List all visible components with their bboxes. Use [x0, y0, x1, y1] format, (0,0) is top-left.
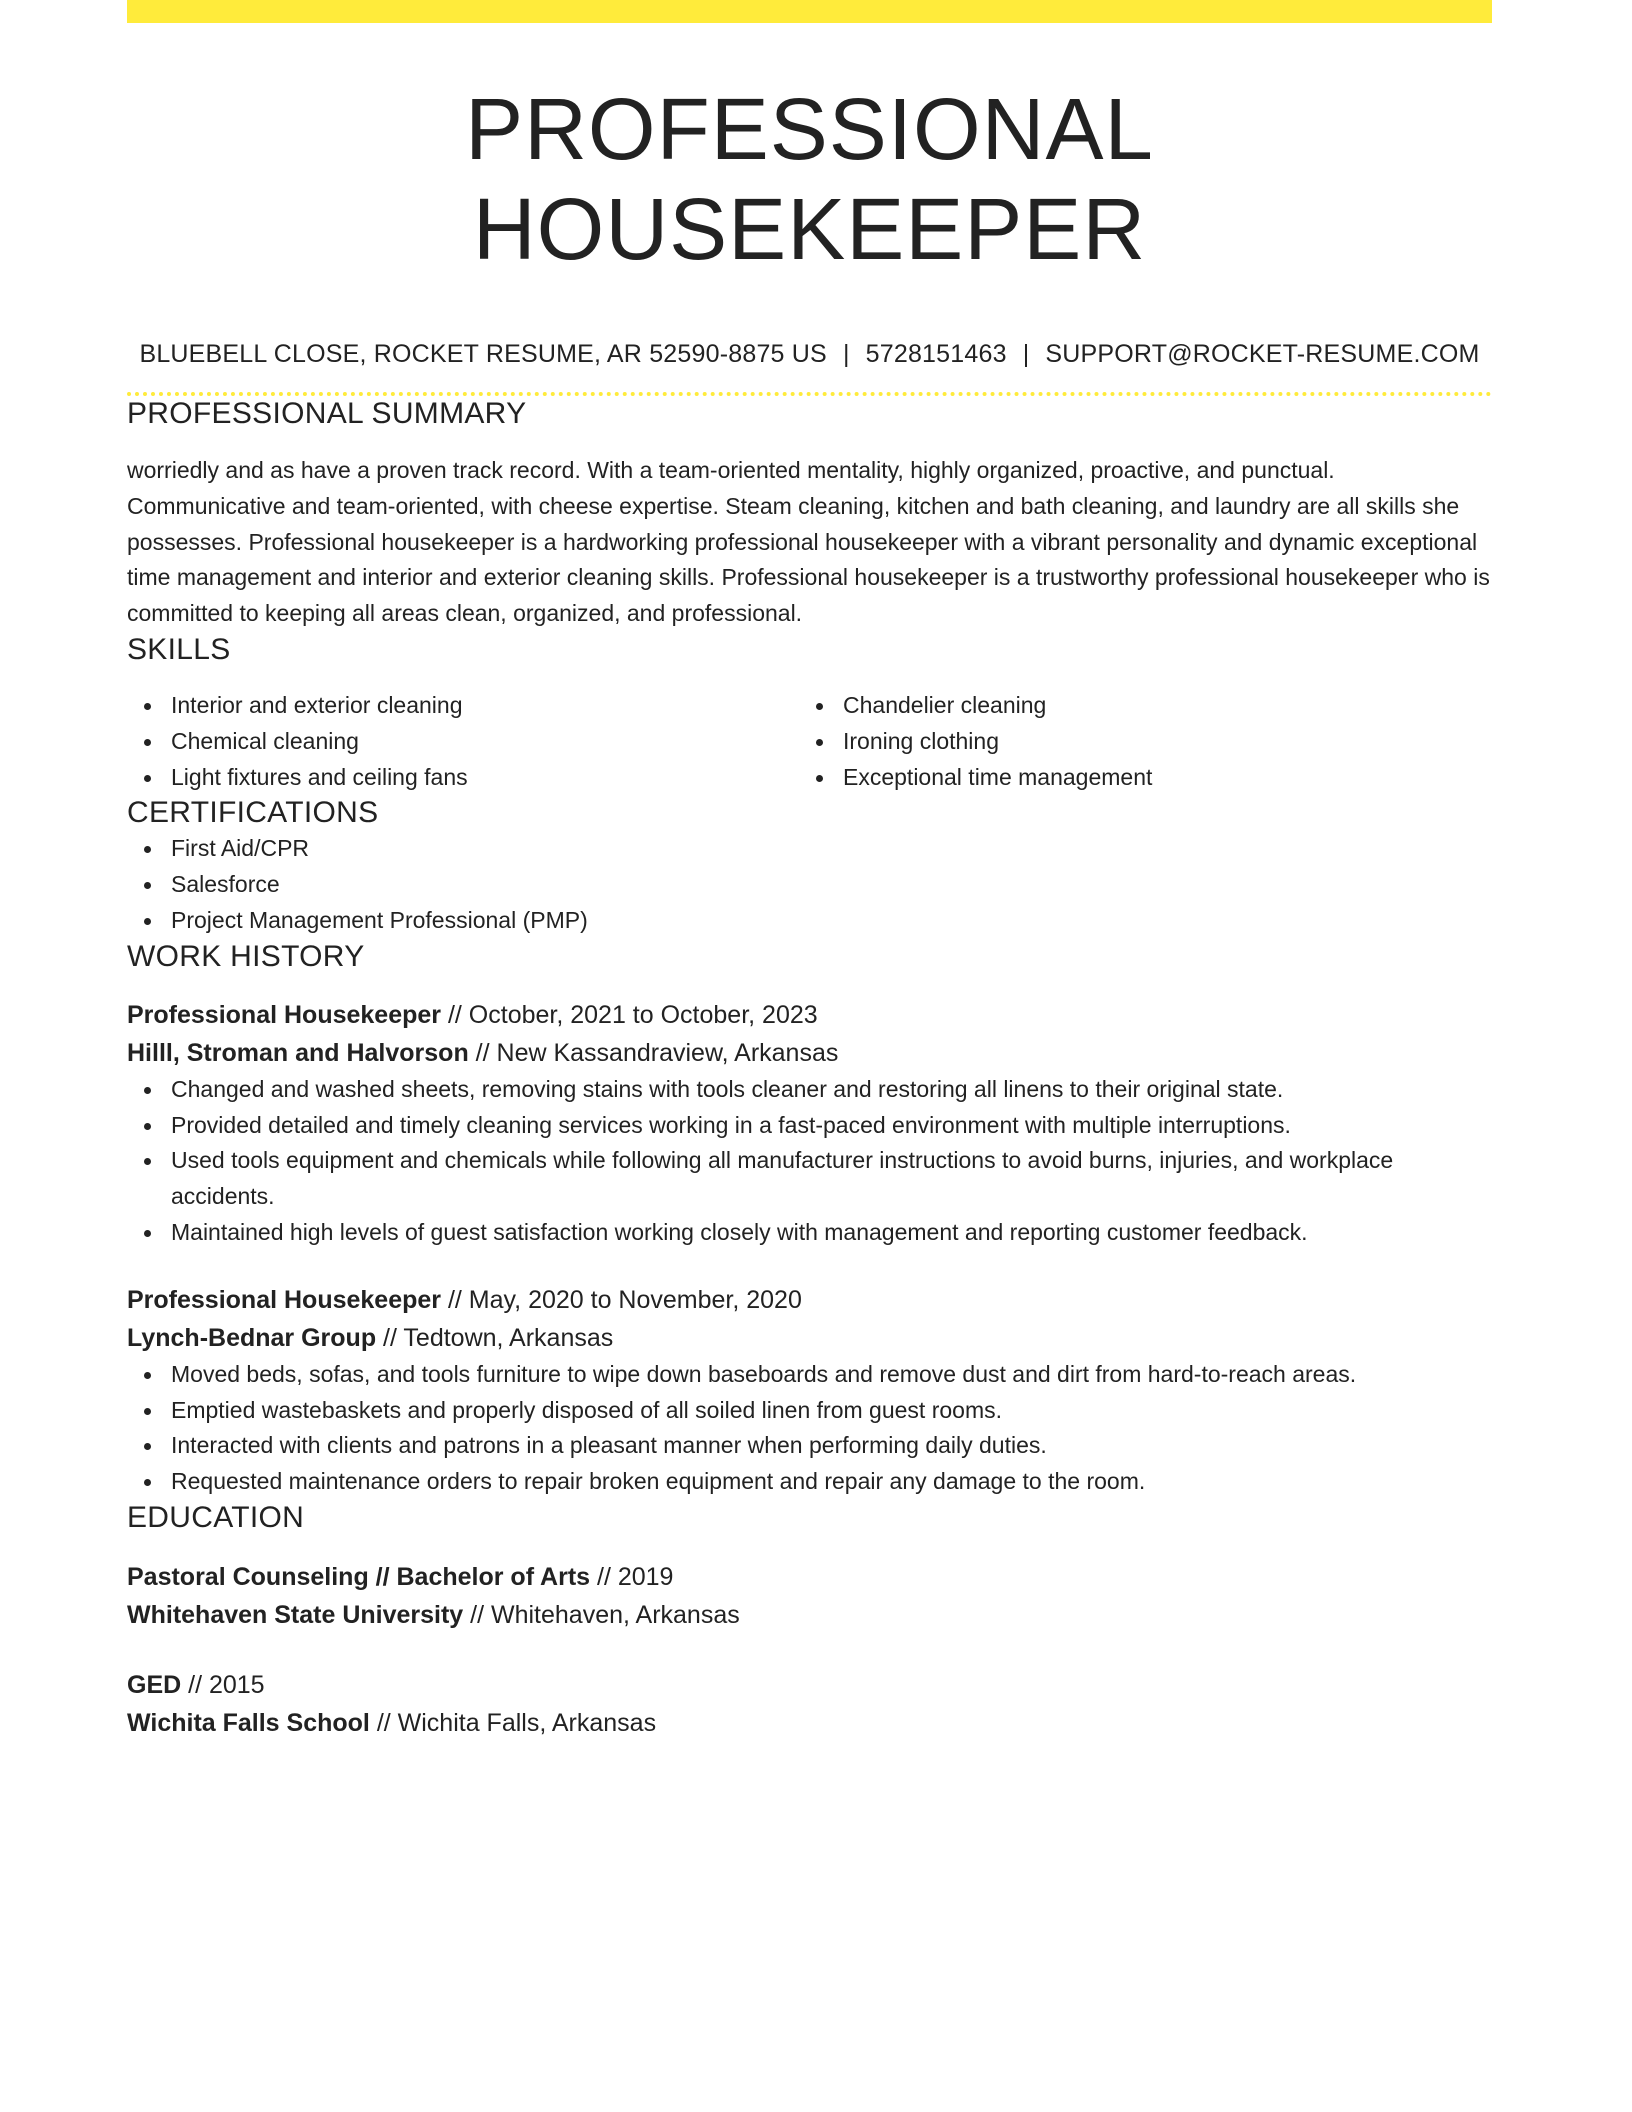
skills-list-right [799, 688, 1471, 795]
bullet-dot [144, 882, 151, 889]
job-duty-text: Changed and washed sheets, removing stains with tools cleaner and restoring all linens to their original state. [171, 1075, 1284, 1102]
job-location: // New Kassandraview, Arkansas [468, 1038, 839, 1067]
education-school: Whitehaven State University [127, 1600, 464, 1629]
skill-item [799, 724, 1471, 760]
bullet-dot [144, 1123, 151, 1130]
bullet-dot [144, 1087, 151, 1094]
job-role-line [127, 996, 1492, 1034]
job-duty-item [127, 1215, 1492, 1251]
education-degree: GED [127, 1670, 182, 1699]
contact-address: BLUEBELL CLOSE, ROCKET RESUME, AR 52590-8875 US [139, 340, 827, 368]
education-heading: EDUCATION [127, 1500, 305, 1534]
job-header [127, 1281, 1492, 1357]
bullet-dot [144, 1158, 151, 1165]
job-location: // Tedtown, Arkansas [376, 1323, 614, 1352]
resume-name: PROFESSIONAL HOUSEKEEPER [465, 81, 1154, 278]
job-duties-list [127, 1072, 1492, 1251]
skill-text: Exceptional time management [843, 763, 1153, 790]
skill-item [799, 760, 1471, 796]
job-role: Professional Housekeeper [127, 1285, 442, 1314]
skill-item [127, 688, 799, 724]
bullet-dot [144, 703, 151, 710]
skill-text: Interior and exterior cleaning [171, 691, 463, 718]
education-year: // 2015 [181, 1670, 265, 1699]
education-degree: Pastoral Counseling // Bachelor of Arts [127, 1562, 591, 1591]
skill-text: Light fixtures and ceiling fans [171, 763, 468, 790]
certification-item [127, 867, 1492, 903]
education-degree-line [127, 1558, 1492, 1596]
job-duty-text: Interacted with clients and patrons in a pleasant manner when performing daily duties. [171, 1432, 1047, 1459]
job-duty-item [127, 1072, 1492, 1108]
job-duty-item [127, 1393, 1492, 1429]
job-duty-item [127, 1428, 1492, 1464]
certification-text: Salesforce [171, 871, 280, 898]
education-entry [127, 1558, 1492, 1634]
bullet-dot [144, 739, 151, 746]
skill-item [127, 760, 799, 796]
job-company: Hilll, Stroman and Halvorson [127, 1038, 469, 1067]
top-accent-bar [127, 0, 1492, 23]
bullet-dot [144, 846, 151, 853]
certification-item [127, 903, 1492, 939]
education-school-line [127, 1704, 1492, 1742]
certifications-list [127, 831, 1492, 938]
skill-text: Ironing clothing [843, 727, 999, 754]
education-location: // Whitehaven, Arkansas [463, 1600, 740, 1629]
job-duty-text: Maintained high levels of guest satisfaction working closely with management and reporting customer feedback. [171, 1218, 1308, 1245]
bullet-dot [144, 1408, 151, 1415]
education-degree-line [127, 1666, 1492, 1704]
education-location: // Wichita Falls, Arkansas [369, 1708, 657, 1737]
skill-text: Chandelier cleaning [843, 691, 1047, 718]
skill-item [799, 688, 1471, 724]
job-header [127, 996, 1492, 1072]
job-role: Professional Housekeeper [127, 1000, 442, 1029]
bullet-dot [144, 1443, 151, 1450]
contact-line [127, 339, 1492, 369]
summary-text: worriedly and as have a proven track record. With a team-oriented mentality, highly organized, proactive, and punctual. Communicative and team-oriented, with cheese expertise. Steam cleaning, kitchen and bath cleaning, and laundry are all skills she possesses. Professional housekeeper is a hardworking professional housekeeper with a vibrant personality and dynamic exceptional time management and interior and exterior cleaning skills. Professional housekeeper is a trustworthy professional housekeeper who is committed to keeping all areas clean, organized, and professional. [127, 457, 1490, 627]
resume-page [127, 0, 1492, 1742]
job-company: Lynch-Bednar Group [127, 1323, 377, 1352]
bullet-dot [144, 1372, 151, 1379]
bullet-dot [816, 739, 823, 746]
skills-list-left [127, 688, 799, 795]
job-company-line [127, 1034, 1492, 1072]
job-role-line [127, 1281, 1492, 1319]
job-duty-text: Requested maintenance orders to repair broken equipment and repair any damage to the room. [171, 1468, 1146, 1495]
bullet-dot [816, 703, 823, 710]
skills-column-right [799, 688, 1471, 795]
job-duty-text: Used tools equipment and chemicals while following all manufacturer instructions to avoid burns, injuries, and workplace accidents. [171, 1147, 1394, 1210]
job-dates: // October, 2021 to October, 2023 [441, 1000, 818, 1029]
job-duty-text: Moved beds, sofas, and tools furniture to wipe down baseboards and remove dust and dirt from hard-to-reach areas. [171, 1360, 1357, 1387]
certification-text: First Aid/CPR [171, 835, 310, 862]
job-company-line [127, 1319, 1492, 1357]
bullet-dot [144, 775, 151, 782]
job-duty-item [127, 1464, 1492, 1500]
work-history-heading: WORK HISTORY [127, 939, 365, 973]
job-duty-item [127, 1143, 1492, 1215]
job-duty-text: Provided detailed and timely cleaning services working in a fast-paced environment with multiple interruptions. [171, 1111, 1291, 1138]
contact-separator: | [1022, 340, 1030, 368]
job-duty-item [127, 1108, 1492, 1144]
contact-email: SUPPORT@ROCKET-RESUME.COM [1045, 340, 1480, 368]
skills-heading: SKILLS [127, 632, 231, 666]
contact-phone: 5728151463 [865, 340, 1007, 368]
job-dates: // May, 2020 to November, 2020 [441, 1285, 802, 1314]
education-school: Wichita Falls School [127, 1708, 370, 1737]
bullet-dot [816, 775, 823, 782]
job-duty-text: Emptied wastebaskets and properly disposed of all soiled linen from guest rooms. [171, 1396, 1002, 1423]
certifications-heading: CERTIFICATIONS [127, 796, 379, 830]
skill-item [127, 724, 799, 760]
skill-text: Chemical cleaning [171, 727, 359, 754]
education-school-line [127, 1596, 1492, 1634]
education-year: // 2019 [590, 1562, 674, 1591]
bullet-dot [144, 918, 151, 925]
job-duty-item [127, 1357, 1492, 1393]
bullet-dot [144, 1479, 151, 1486]
education-entry [127, 1666, 1492, 1742]
contact-separator: | [842, 340, 850, 368]
job-duties-list [127, 1357, 1492, 1500]
bullet-dot [144, 1230, 151, 1237]
skills-grid [127, 688, 1492, 795]
summary-heading: PROFESSIONAL SUMMARY [127, 397, 527, 430]
certification-text: Project Management Professional (PMP) [171, 906, 588, 933]
certification-item [127, 831, 1492, 867]
skills-column-left [127, 688, 799, 795]
